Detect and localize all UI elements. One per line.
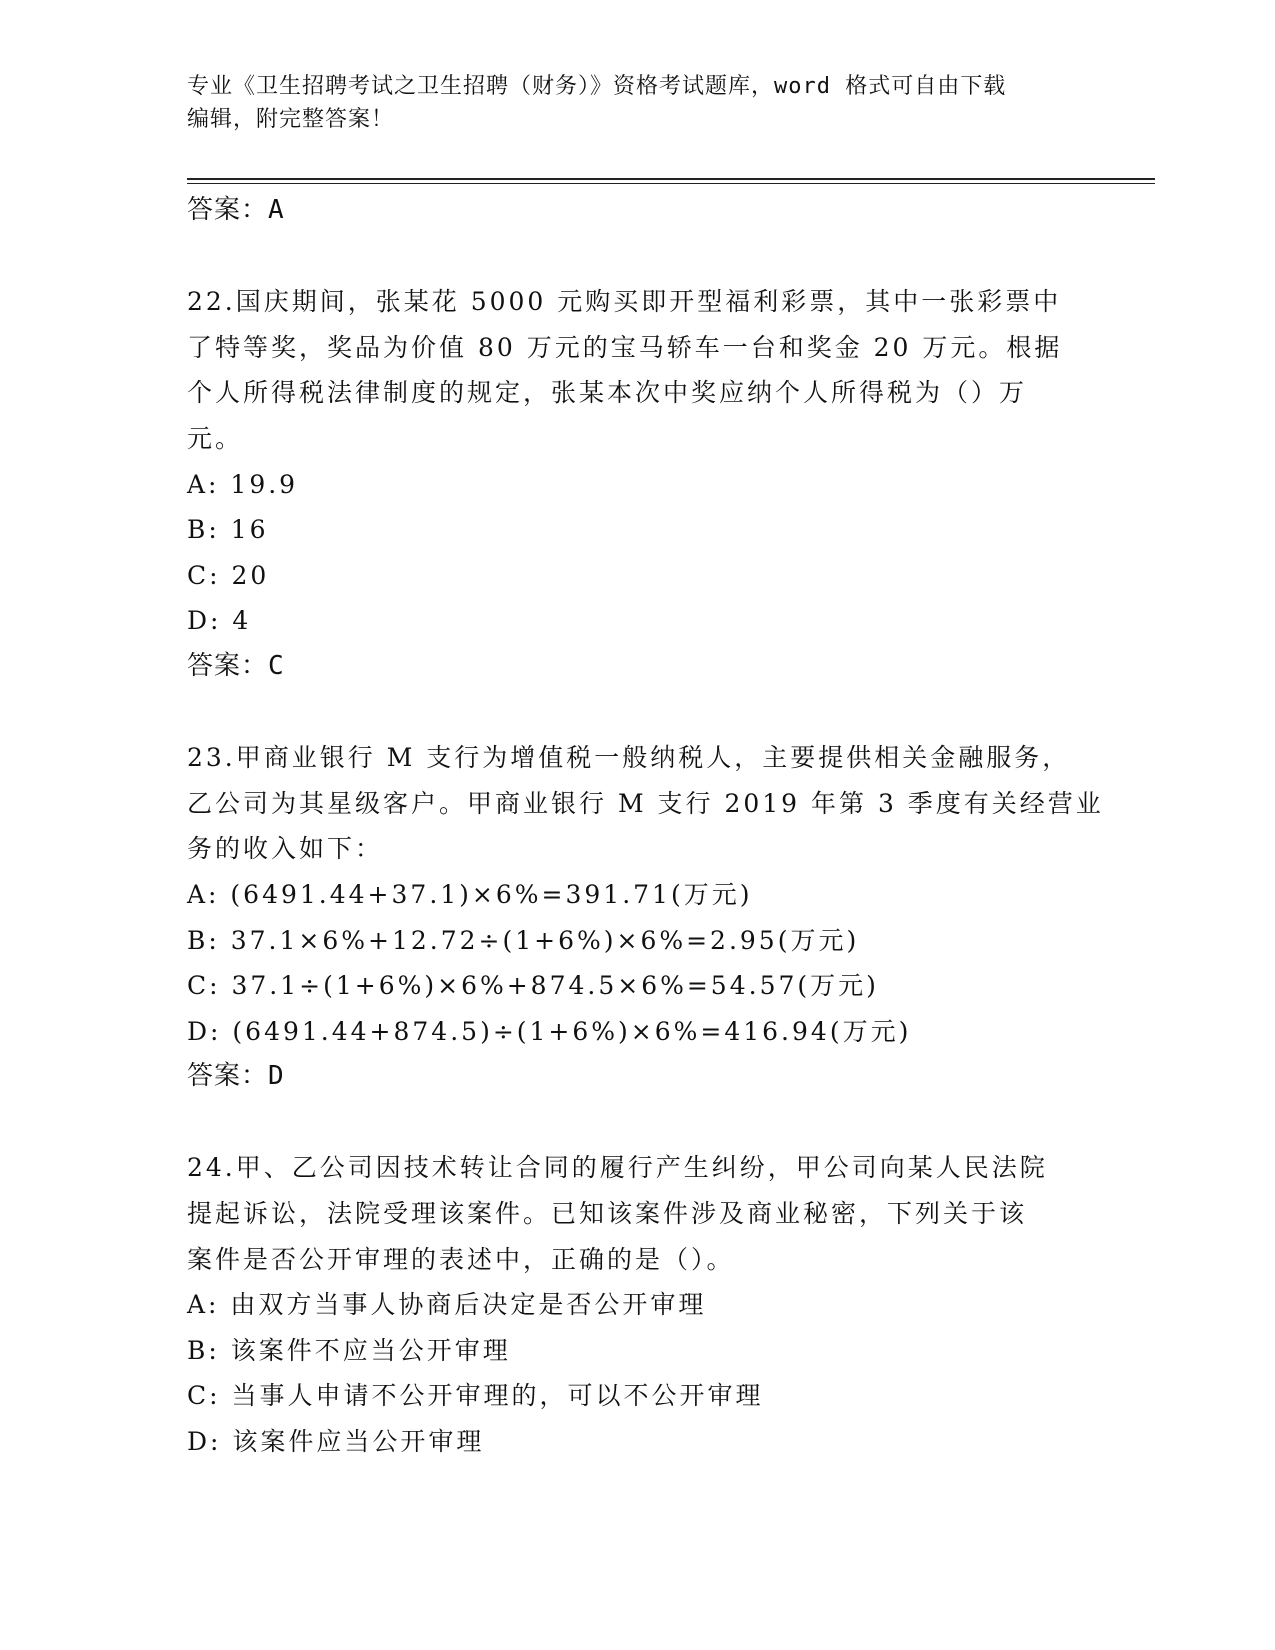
option-a: A: 19.9: [187, 469, 299, 499]
option-b: B: 16: [187, 515, 269, 545]
option-c: C: 20: [187, 560, 270, 590]
header-line-2: 编辑，附完整答案！: [187, 107, 395, 132]
option-a: A: 由双方当事人协商后决定是否公开审理: [187, 1290, 707, 1320]
answer-22: 答案：C: [187, 650, 285, 681]
option-b: B: 37.1×6%+12.72÷(1+6%)×6%=2.95(万元): [187, 925, 860, 955]
question-content: [187, 188, 1104, 1465]
question-text: 个人所得税法律制度的规定，张某本次中奖应纳个人所得税为（）万: [187, 378, 1028, 408]
question-22: [187, 279, 1087, 689]
question-text: 23.甲商业银行 M 支行为增值税一般纳税人，主要提供相关金融服务，: [187, 743, 1071, 773]
spacer: [187, 1100, 1087, 1146]
option-d: D: (6491.44+874.5)÷(1+6%)×6%=416.94(万元): [187, 1016, 912, 1046]
question-text: 乙公司为其星级客户。甲商业银行 M 支行 2019 年第 3 季度有关经营业: [187, 788, 1104, 818]
spacer: [187, 690, 1087, 736]
option-c: C: 当事人申请不公开审理的，可以不公开审理: [187, 1381, 764, 1411]
answer-23: 答案：D: [187, 1061, 285, 1092]
question-text: 22.国庆期间，张某花 5000 元购买即开型福利彩票，其中一张彩票中: [187, 287, 1062, 317]
page-header: [187, 70, 1067, 136]
question-text: 元。: [187, 423, 244, 453]
option-a: A: (6491.44+37.1)×6%=391.71(万元): [187, 879, 753, 909]
option-d: D: 该案件应当公开审理: [187, 1427, 485, 1457]
header-divider-thick: [187, 178, 1155, 180]
question-text: 了特等奖，奖品为价值 80 万元的宝马轿车一台和奖金 20 万元。根据: [187, 332, 1063, 362]
question-24: [187, 1145, 1087, 1464]
question-text: 务的收入如下：: [187, 834, 384, 864]
option-b: B: 该案件不应当公开审理: [187, 1335, 511, 1365]
question-text: 案件是否公开审理的表述中，正确的是（）。: [187, 1244, 735, 1274]
option-d: D: 4: [187, 606, 252, 636]
option-c: C: 37.1÷(1+6%)×6%+874.5×6%=54.57(万元): [187, 971, 879, 1001]
spacer: [187, 234, 1087, 280]
question-text: 24.甲、乙公司因技术转让合同的履行产生纠纷，甲公司向某人民法院: [187, 1153, 1048, 1183]
question-23: [187, 735, 1104, 1100]
header-divider-thin: [187, 183, 1155, 184]
answer-21: 答案：A: [187, 195, 285, 225]
question-text: 提起诉讼，法院受理该案件。已知该案件涉及商业秘密，下列关于该: [187, 1199, 1028, 1229]
header-line-1: 专业《卫生招聘考试之卫生招聘（财务）》资格考试题库，word 格式可自由下载: [187, 74, 1007, 99]
